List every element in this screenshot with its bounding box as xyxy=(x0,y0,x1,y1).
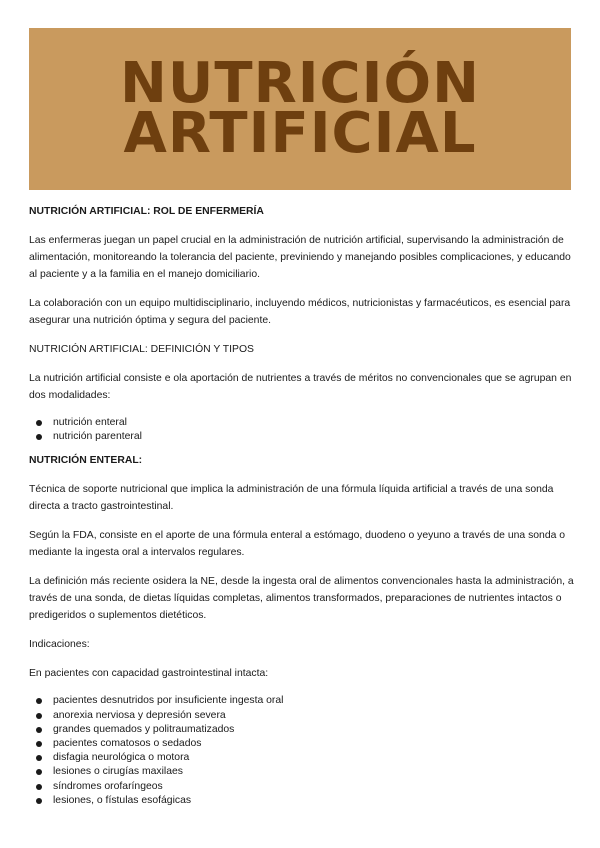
modalidades-list xyxy=(29,416,574,444)
heading-definicion-tipos: NUTRICIÓN ARTIFICIAL: DEFINICIÓN Y TIPOS xyxy=(29,344,254,355)
list-item: anorexia nerviosa y depresión severa xyxy=(29,709,574,723)
list-item: síndromes orofaríngeos xyxy=(29,780,574,794)
heading-rol-enfermeria: NUTRICIÓN ARTIFICIAL: ROL DE ENFERMERÍA xyxy=(29,206,264,217)
indicaciones-list xyxy=(29,694,574,808)
list-item: nutrición parenteral xyxy=(29,430,574,444)
banner-title-line-1: NUTRICIÓN xyxy=(120,51,480,116)
paragraph-definicion: La nutrición artificial consiste e ola aportación de nutrientes a través de méritos no convencionales que se agrupan en dos modalidades: xyxy=(29,373,572,401)
paragraph-rol-2: La colaboración con un equipo multidisciplinario, incluyendo médicos, nutricionistas y farmacéuticos, es esencial para asegurar una nutrición óptima y segura del paciente. xyxy=(29,298,571,326)
document-body xyxy=(29,203,574,808)
list-item: lesiones o cirugías maxilaes xyxy=(29,765,574,779)
banner-title-line-2: ARTIFICIAL xyxy=(123,101,477,166)
list-item: grandes quemados y politraumatizados xyxy=(29,723,574,737)
paragraph-rol-1: Las enfermeras juegan un papel crucial en la administración de nutrición artificial, supervisando la administración de alimentación, monitoreando la tolerancia del paciente, previniendo y manejando posibles complicaciones, y educando al paciente y a la familia en el manejo domiciliario. xyxy=(29,235,571,280)
paragraph-enteral-2: Según la FDA, consiste en el aporte de una fórmula enteral a estómago, duodeno o yeyuno a través de una sonda o mediante la ingesta oral a intervalos regulares. xyxy=(29,530,566,559)
paragraph-indicaciones: Indicaciones: xyxy=(29,639,90,651)
paragraph-enteral-1: Técnica de soporte nutricional que implica la administración de una fórmula líquida artificial a través de una sonda directa a tracto gastrointestinal. xyxy=(29,484,554,513)
paragraph-capacidad-intacta: En pacientes con capacidad gastrointestinal intacta: xyxy=(29,668,269,680)
list-item: lesiones, o fístulas esofágicas xyxy=(29,794,574,808)
paragraph-enteral-3: La definición más reciente osidera la NE, desde la ingesta oral de alimentos convencionales hasta la administración, a través de una sonda, de dietas líquidas completas, alimentos transformados, preparaciones de nutrientes intactos o predigeridos o suplementos dietéticos. xyxy=(29,576,574,622)
list-item: pacientes desnutridos por insuficiente ingesta oral xyxy=(29,694,574,708)
title-banner xyxy=(29,28,571,190)
heading-nutricion-enteral: NUTRICIÓN ENTERAL: xyxy=(29,455,143,467)
list-item: nutrición enteral xyxy=(29,416,574,430)
list-item: pacientes comatosos o sedados xyxy=(29,737,574,751)
list-item: disfagia neurológica o motora xyxy=(29,751,574,765)
